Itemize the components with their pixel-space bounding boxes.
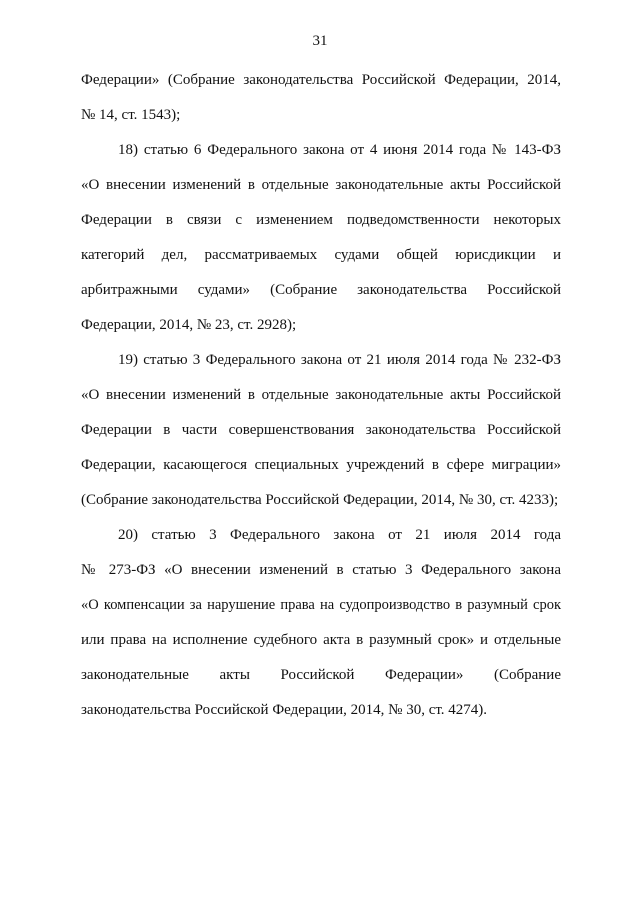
document-line: Федерации, 2014, № 23, ст. 2928); — [81, 317, 297, 333]
document-line: Федерации в части совершенствования законодательства Российской — [81, 422, 561, 438]
document-line: категорий дел, рассматриваемых судами общей юрисдикции и — [81, 247, 561, 263]
document-line: № 273-ФЗ «О внесении изменений в статью 3 Федерального закона — [81, 562, 561, 578]
document-line: законодательства Российской Федерации, 2014, № 30, ст. 4274). — [81, 702, 488, 718]
document-line: «О внесении изменений в отдельные законодательные акты Российской — [81, 177, 561, 193]
document-line: (Собрание законодательства Российской Федерации, 2014, № 30, ст. 4233); — [81, 492, 559, 508]
document-line: арбитражными судами» (Собрание законодательства Российской — [81, 282, 561, 298]
document-line: № 14, ст. 1543); — [81, 107, 181, 123]
document-line: или права на исполнение судебного акта в разумный срок» и отдельные — [81, 632, 561, 648]
document-line: Федерации, касающегося специальных учреждений в сфере миграции» — [81, 457, 561, 473]
document-line: «О внесении изменений в отдельные законодательные акты Российской — [81, 387, 561, 403]
document-line: «О компенсации за нарушение права на судопроизводство в разумный срок — [81, 597, 561, 613]
document-line: Федерации» (Собрание законодательства Российской Федерации, 2014, — [81, 72, 561, 88]
document-line: 19) статью 3 Федерального закона от 21 июля 2014 года № 232-ФЗ — [118, 352, 561, 368]
page-number: 31 — [312, 33, 328, 49]
document-line: 18) статью 6 Федерального закона от 4 июня 2014 года № 143-ФЗ — [118, 142, 561, 158]
document-line: законодательные акты Российской Федерации» (Собрание — [81, 667, 561, 683]
document-line: Федерации в связи с изменением подведомственности некоторых — [81, 212, 561, 228]
document-line: 20) статью 3 Федерального закона от 21 июля 2014 года — [118, 527, 561, 543]
